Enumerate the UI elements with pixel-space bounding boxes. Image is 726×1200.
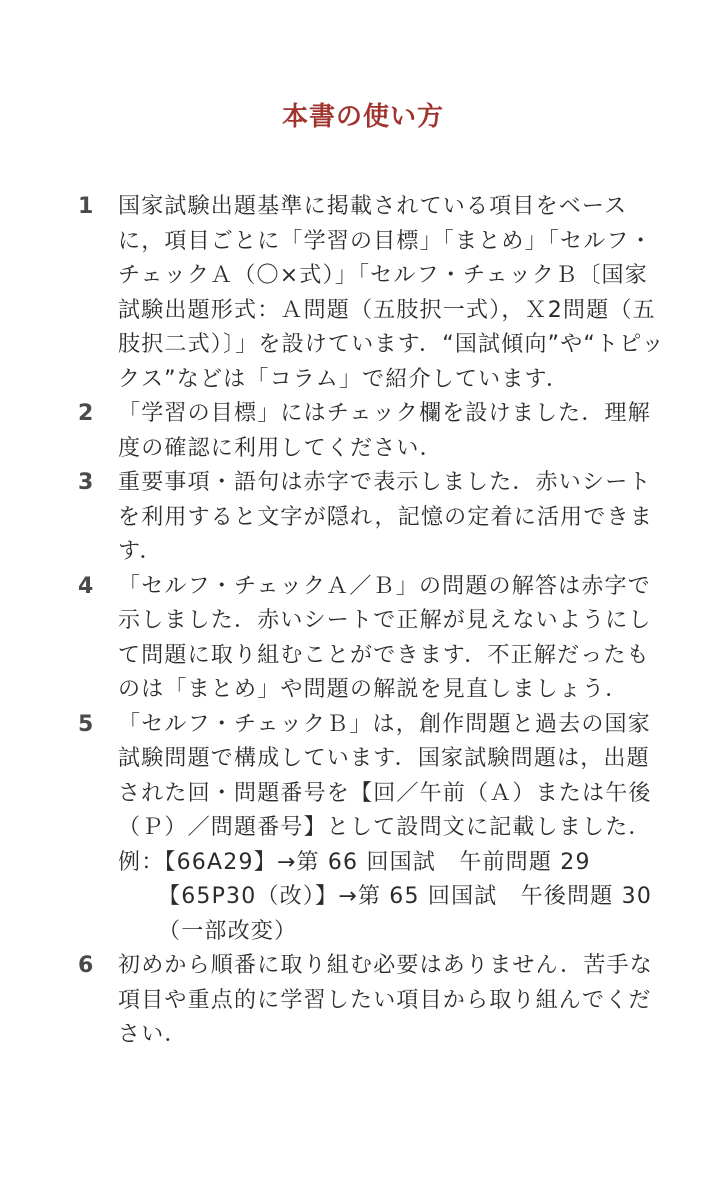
usage-list [0, 190, 726, 1053]
item-text: 国家試験出題基準に掲載されている項目をベースに，項目ごとに「学習の目標」「まとめ」「セルフ・チェックＡ（〇×式）」「セルフ・チェックＢ〔国家試験出題形式：Ａ問題（五肢択一式），Ｘ2問題（五肢択二式）〕」を設けています．“国試傾向”や“トピックス”などは「コラム」で紹介しています． [118, 194, 665, 392]
page-title: 本書の使い方 [281, 102, 444, 132]
item-number: 2 [78, 401, 95, 426]
list-item [0, 708, 726, 950]
item-number: 1 [78, 194, 95, 219]
item-text: 重要事項・語句は赤字で表示しました．赤いシートを利用すると文字が隠れ，記憶の定着に活用できます． [118, 470, 653, 564]
list-item [0, 949, 726, 1053]
list-item [0, 397, 726, 466]
list-item [0, 190, 726, 397]
example-line: 例：【66A29】→第 66 回国試 午前問題 29 [118, 849, 591, 875]
item-text: 初めから順番に取り組む必要はありません．苦手な項目や重点的に学習したい項目から取り組んでください． [118, 953, 653, 1047]
list-item [0, 466, 726, 570]
item-number: 3 [78, 470, 95, 495]
example-line: 【65P30（改）】→第 65 回国試 午後問題 30（一部改変） [158, 884, 653, 944]
item-text: 「学習の目標」にはチェック欄を設けました．理解度の確認に利用してください． [118, 401, 651, 461]
item-number: 4 [78, 573, 95, 599]
item-text: 「セルフ・チェックＢ」は，創作問題と過去の国家試験問題で構成しています．国家試験問題は，出題された回・問題番号を【回／午前（Ａ）または午後（Ｐ）／問題番号】として設問文に記載しました． [118, 711, 652, 840]
item-text: 「セルフ・チェックＡ／Ｂ」の問題の解答は赤字で示しました．赤いシートで正解が見えないようにして問題に取り組むことができます．不正解だったものは「まとめ」や問題の解説を見直しましょう． [118, 573, 652, 702]
item-number: 6 [78, 953, 95, 978]
list-item [0, 570, 726, 708]
item-number: 5 [78, 711, 95, 737]
